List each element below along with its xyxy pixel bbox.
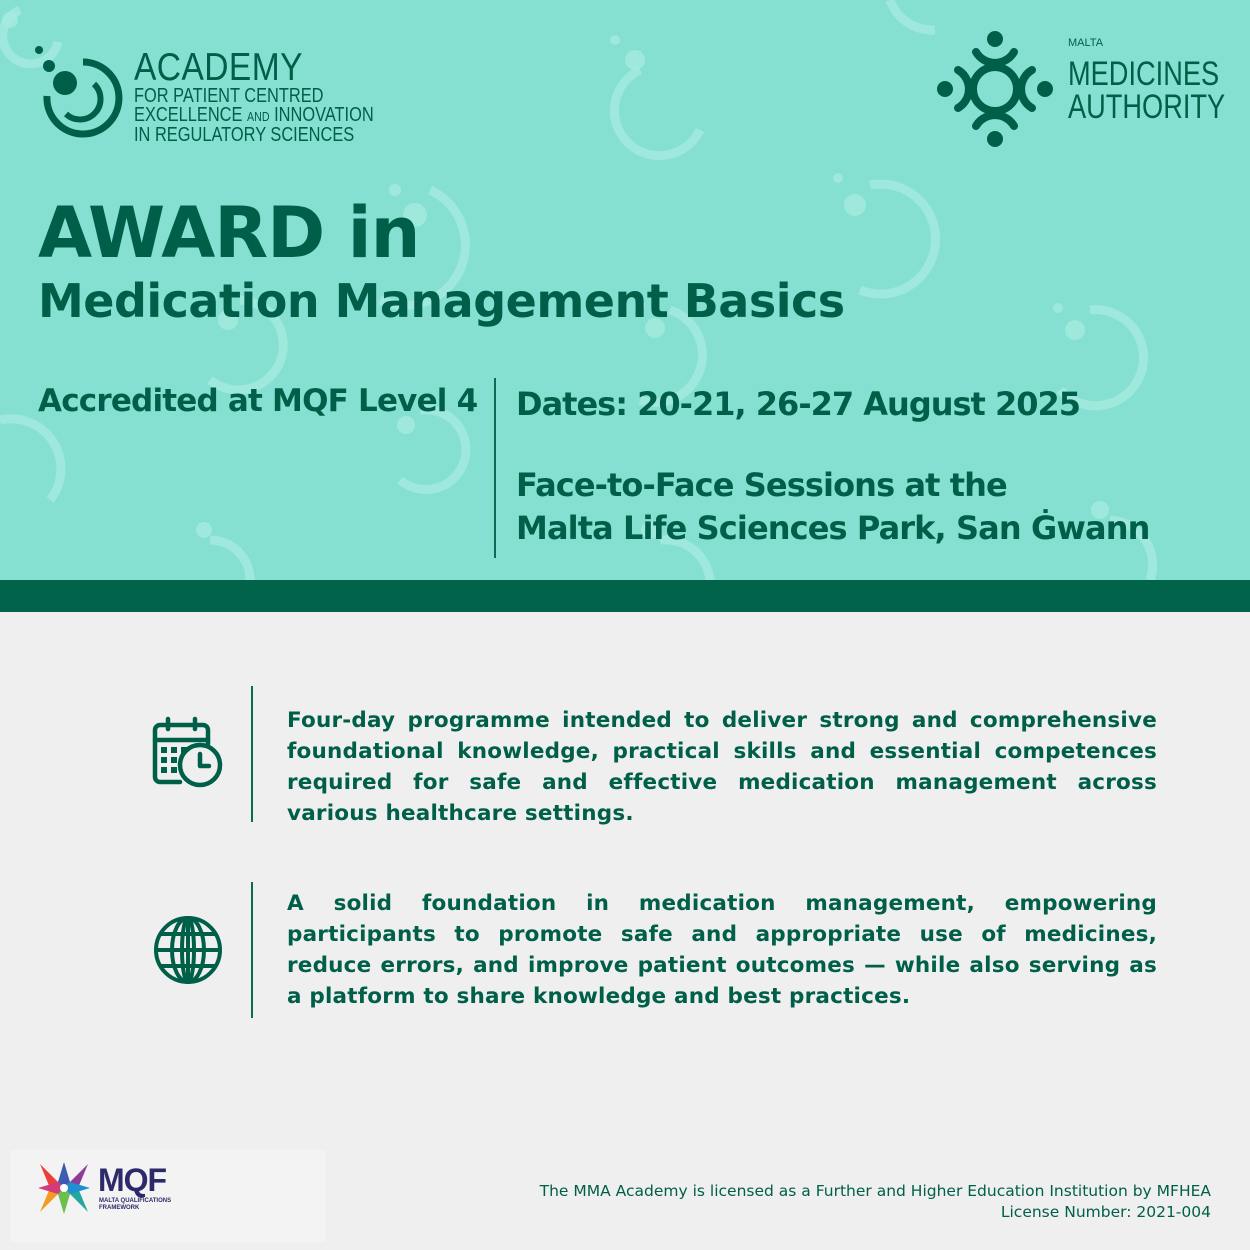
venue-line1: Face-to-Face Sessions at the: [516, 466, 1007, 504]
mma-line1: MEDICINES: [1068, 55, 1220, 93]
feature-divider-2: [251, 882, 253, 1018]
dates-text: Dates: 20-21, 26-27 August 2025: [516, 385, 1081, 423]
academy-subtitle-line2: EXCELLENCE AND INNOVATION: [134, 103, 374, 126]
feature-divider-1: [251, 686, 253, 822]
venue-text: [516, 464, 1150, 550]
header-divider: [494, 378, 496, 558]
feature-text-1: Four-day programme intended to deliver strong and comprehensive foundational knowledge, practical skills and essential competences required for safe and effective medication management across various healthcare settings.: [287, 708, 1157, 826]
academy-subtitle-line3: IN REGULATORY SCIENCES: [134, 124, 355, 146]
academy-title: ACADEMY: [134, 46, 303, 89]
headline-course: Medication Management Basics: [38, 274, 845, 328]
divider-band: [0, 580, 1250, 612]
license-statement: The MMA Academy is licensed as a Further and Higher Education Institution by MFHEA: [539, 1182, 1211, 1200]
license-number: License Number: 2021-004: [1000, 1203, 1211, 1221]
calendar-clock-icon: [150, 716, 226, 792]
header-panel: [0, 0, 1250, 580]
mqf-subtitle: MALTA QUALIFICATIONS FRAMEWORK: [99, 1198, 172, 1211]
mqf-wordmark: MQF: [98, 1162, 167, 1198]
headline-award: AWARD in: [38, 192, 420, 274]
academy-subtitle-line1: FOR PATIENT CENTRED: [134, 85, 324, 107]
mma-country: MALTA: [1068, 37, 1104, 49]
mma-logo-icon: [936, 30, 1054, 148]
academy-wordmark: [134, 48, 426, 145]
mqf-mark-icon: [36, 1160, 92, 1216]
feature-text-2: A solid foundation in medication management, empowering participants to promote safe and appropriate use of medicines, reduce errors, and improve patient outcomes — while also serving as a platform to share knowledge and best practices.: [287, 891, 1157, 1009]
venue-line2: Malta Life Sciences Park, San Ġwann: [516, 509, 1150, 547]
mma-wordmark: [1068, 38, 1250, 124]
license-footer: [540, 1181, 1211, 1223]
mma-line2: AUTHORITY: [1068, 88, 1226, 126]
academy-logo-icon: [34, 42, 126, 142]
mqf-logo: [10, 1150, 326, 1242]
accreditation-text: Accredited at MQF Level 4: [38, 383, 478, 419]
globe-icon: [152, 914, 224, 986]
